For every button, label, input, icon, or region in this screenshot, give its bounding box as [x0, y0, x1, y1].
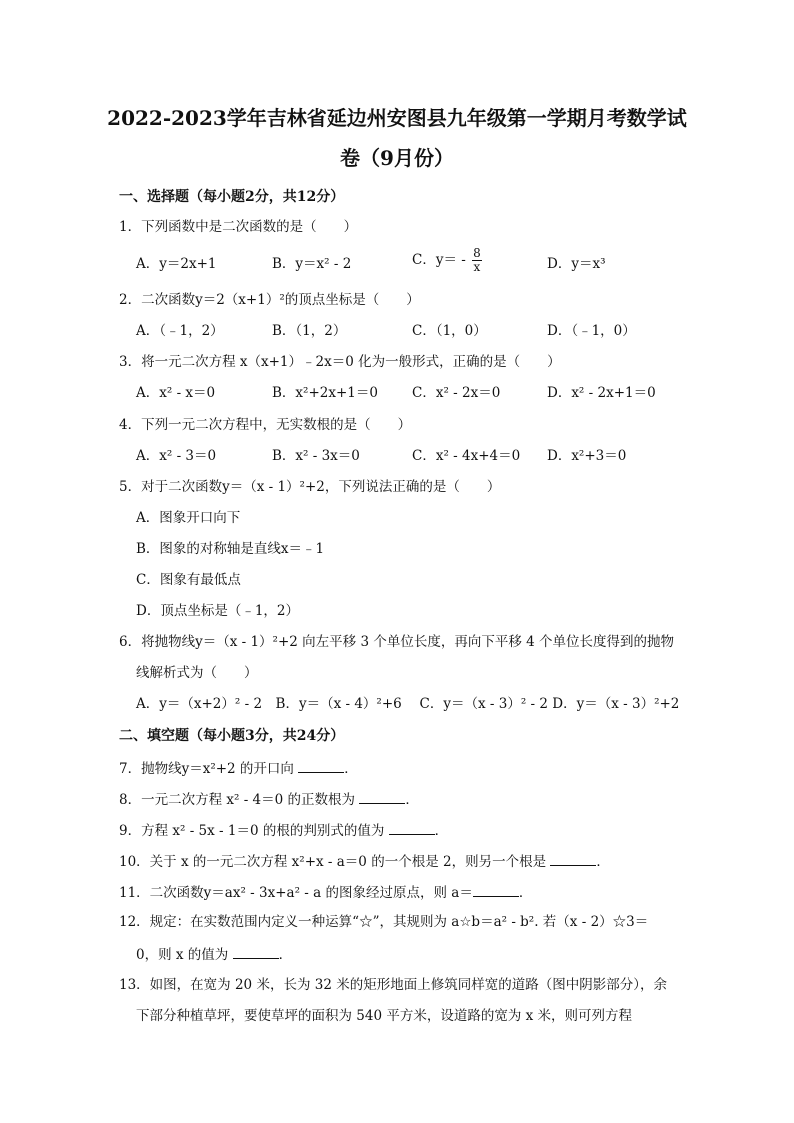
question-7 [119, 758, 358, 778]
question-11 [119, 882, 532, 902]
fraction-denominator: x [473, 260, 481, 274]
question-3-stem: 3．将一元二次方程 x（x+1）﹣2x＝0 化为一般形式，正确的是（ ） [119, 354, 561, 370]
q4-option-a: A．x² - 3＝0 [136, 448, 217, 464]
q4-option-b: B．x² - 3x＝0 [272, 448, 360, 464]
q1-option-b: B．y＝x² - 2 [272, 256, 352, 272]
q11-end: ． [518, 885, 533, 901]
exam-title-line1: 2022-2023学年吉林省延边州安图县九年级第一学期月考数学试 [107, 106, 687, 130]
question-8 [119, 789, 419, 809]
question-4-stem: 4．下列一元二次方程中，无实数根的是（ ） [119, 417, 412, 433]
question-2-stem: 2．二次函数y＝2（x+1）²的顶点坐标是（ ） [119, 292, 420, 308]
q11-text: 11．二次函数y＝ax² - 3x+a² - a 的图象经过原点，则 a＝ [119, 885, 473, 901]
q12-text: 0，则 x 的值为 [136, 947, 233, 963]
answer-blank[interactable] [473, 882, 519, 897]
question-5-stem: 5．对于二次函数y＝（x - 1）²+2，下列说法正确的是（ ） [119, 479, 501, 495]
question-13-line2: 下部分种植草坪，要使草坪的面积为 540 平方米，设道路的宽为 x 米，则可列方程 [136, 1008, 633, 1024]
q5-option-b: B．图象的对称轴是直线x＝﹣1 [136, 541, 325, 557]
q1-option-c [412, 247, 482, 274]
q1-option-c-prefix: C．y＝ - [412, 252, 466, 268]
question-12-line2 [136, 944, 292, 964]
question-6-stem-line1: 6．将抛物线y＝（x - 1）²+2 向左平移 3 个单位长度，再向下平移 4 个单位长度得到的抛物 [119, 634, 675, 650]
q2-option-a: A．（﹣1，2） [136, 323, 224, 339]
q5-option-d: D．顶点坐标是（﹣1，2） [136, 603, 300, 619]
question-1-stem: 1．下列函数中是二次函数的是（ ） [119, 219, 358, 235]
q3-option-c: C．x² - 2x＝0 [412, 385, 501, 401]
question-13-line1: 13．如图，在宽为 20 米，长为 32 米的矩形地面上修筑同样宽的道路（图中阴影部分），余 [119, 977, 667, 993]
q8-end: ． [405, 792, 419, 808]
q7-end: ． [344, 761, 358, 777]
answer-blank[interactable] [233, 944, 279, 959]
q12-end: ． [278, 947, 293, 963]
q2-option-c: C．（1，0） [412, 323, 487, 339]
q3-option-b: B．x²+2x+1＝0 [272, 385, 378, 401]
exam-title-line2: 卷（9月份） [340, 146, 454, 170]
answer-blank[interactable] [359, 789, 405, 804]
question-9 [119, 820, 448, 840]
q4-option-d: D．x²+3＝0 [547, 448, 627, 464]
q1-option-c-fraction [472, 247, 482, 274]
q1-option-a: A．y＝2x+1 [136, 256, 217, 272]
question-6-stem-line2: 线解析式为（ ） [136, 665, 258, 681]
q3-option-a: A．x² - x＝0 [136, 385, 216, 401]
section-heading-choice: 一、选择题（每小题2分，共12分） [119, 189, 345, 205]
question-10 [119, 851, 610, 871]
q1-option-d: D．y＝x³ [547, 256, 606, 272]
q6-options: A．y＝（x+2）² - 2 B．y＝（x - 4）²+6 C．y＝（x - 3）² - 2 D．y＝（x - 3）²+2 [136, 696, 680, 712]
q2-option-d: D．（﹣1，0） [547, 323, 636, 339]
fraction-numerator: 8 [473, 246, 481, 260]
q7-text: 7．抛物线y＝x²+2 的开口向 [119, 761, 299, 777]
q9-end: ． [434, 823, 449, 839]
q5-option-a: A．图象开口向下 [136, 510, 241, 526]
q10-end: ． [596, 854, 610, 870]
q4-option-c: C．x² - 4x+4＝0 [412, 448, 521, 464]
q5-option-c: C．图象有最低点 [136, 572, 241, 588]
answer-blank[interactable] [389, 820, 435, 835]
q8-text: 8．一元二次方程 x² - 4＝0 的正数根为 [119, 792, 360, 808]
answer-blank[interactable] [550, 851, 596, 866]
q10-text: 10．关于 x 的一元二次方程 x²+x - a＝0 的一个根是 2，则另一个根是 [119, 854, 551, 870]
section-heading-fill-blank: 二、填空题（每小题3分，共24分） [119, 728, 345, 744]
question-12-line1: 12．规定：在实数范围内定义一种运算“☆”，其规则为 a☆b＝a² - b². 若（x - 2）☆3＝ [119, 914, 649, 930]
q9-text: 9．方程 x² - 5x - 1＝0 的根的判别式的值为 [119, 823, 389, 839]
q2-option-b: B．（1，2） [272, 323, 347, 339]
answer-blank[interactable] [298, 758, 344, 773]
q3-option-d: D．x² - 2x+1＝0 [547, 385, 656, 401]
